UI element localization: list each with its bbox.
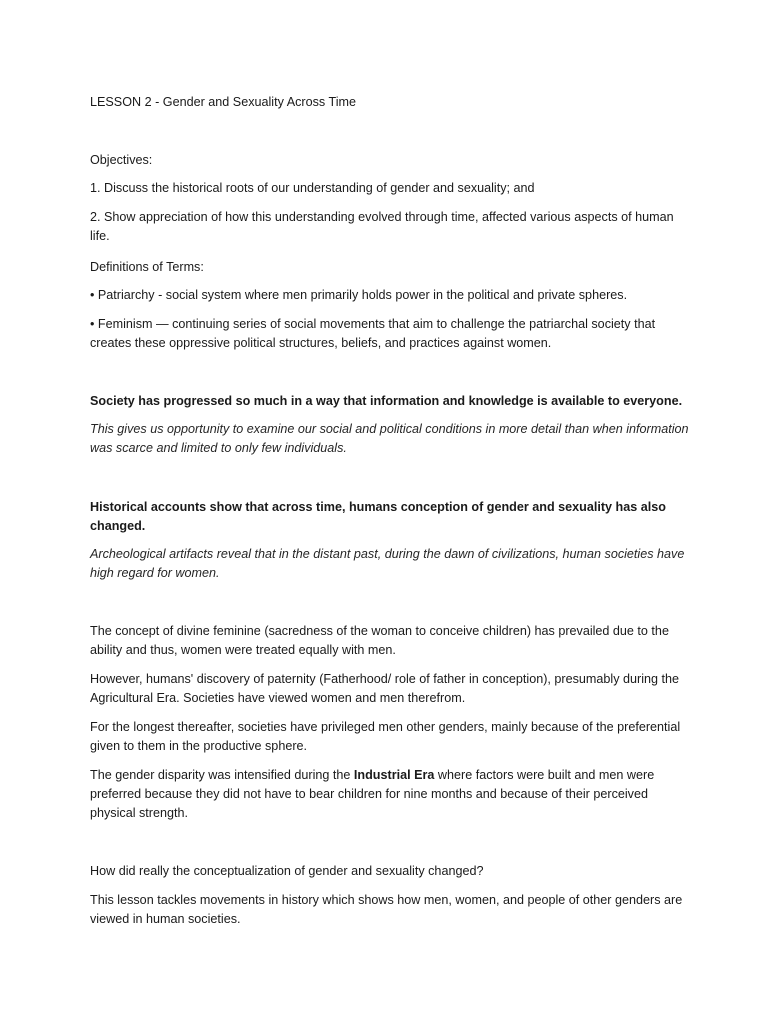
lesson-scope-paragraph: This lesson tackles movements in history which shows how men, women, and people of other genders are viewed in human societies. bbox=[90, 893, 683, 926]
society-note: This gives us opportunity to examine our social and political conditions in more detail than when information was scarce and limited to only few individuals. bbox=[90, 422, 689, 455]
divine-feminine-paragraph: The concept of divine feminine (sacredness of the woman to conceive children) has prevailed due to the ability and thus, women were treated equally with men. bbox=[90, 624, 669, 657]
disparity-text-end: where factors were built and men were preferred because they did not have to bear children for nine months and because of their perceived physical strength. bbox=[90, 768, 655, 820]
society-statement: Society has progressed so much in a way that information and knowledge is available to everyone. bbox=[90, 394, 683, 408]
definition-patriarchy: • Patriarchy - social system where men primarily holds power in the political and private spheres. bbox=[90, 288, 628, 302]
gender-disparity-paragraph bbox=[90, 766, 690, 823]
conceptualization-question: How did really the conceptualization of gender and sexuality changed? bbox=[90, 864, 484, 878]
lesson-title: LESSON 2 - Gender and Sexuality Across Time bbox=[90, 95, 356, 109]
disparity-text-start: The gender disparity was intensified during the bbox=[90, 768, 354, 782]
objective-2: 2. Show appreciation of how this understanding evolved through time, affected various aspects of human life. bbox=[90, 210, 674, 243]
definition-feminism: • Feminism — continuing series of social movements that aim to challenge the patriarchal society that creates these oppressive political structures, beliefs, and practices against women. bbox=[90, 317, 656, 350]
objectives-heading: Objectives: bbox=[90, 153, 153, 167]
privileged-paragraph: For the longest thereafter, societies have privileged men other genders, mainly because of the preferential given to them in the productive sphere. bbox=[90, 720, 681, 753]
historical-note: Archeological artifacts reveal that in the distant past, during the dawn of civilizations, human societies have high regard for women. bbox=[90, 547, 685, 580]
industrial-era-term: Industrial Era bbox=[353, 768, 435, 782]
historical-statement: Historical accounts show that across time, humans conception of gender and sexuality has also changed. bbox=[90, 500, 666, 533]
definitions-heading: Definitions of Terms: bbox=[90, 260, 204, 274]
objective-1: 1. Discuss the historical roots of our understanding of gender and sexuality; and bbox=[90, 181, 535, 195]
paternity-paragraph: However, humans' discovery of paternity (Fatherhood/ role of father in conception), presumably during the Agricultural Era. Societies have viewed women and men therefrom. bbox=[90, 672, 680, 705]
